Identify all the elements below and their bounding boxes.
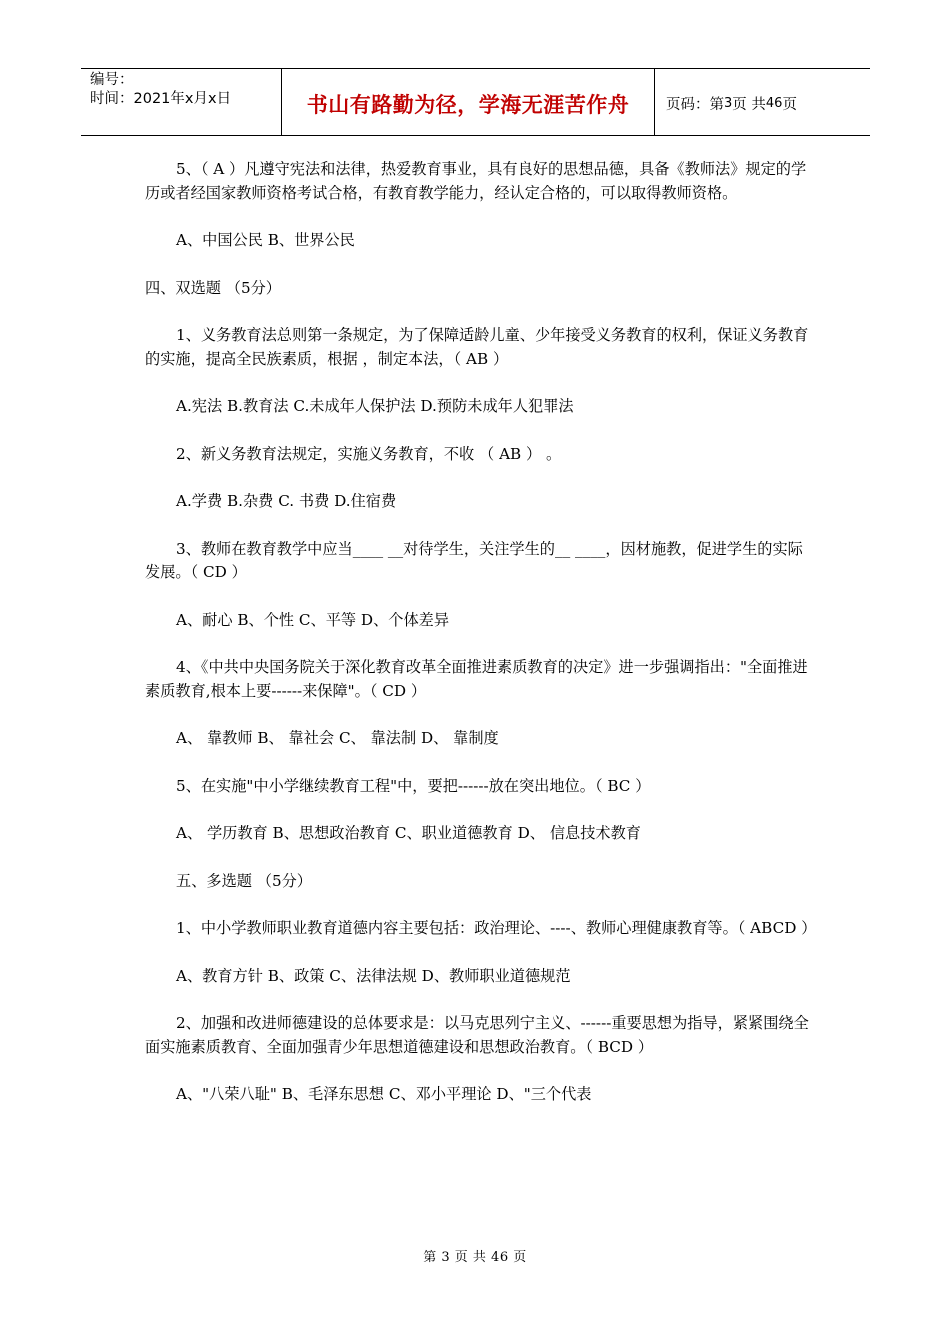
document-date: 时间：2021年x月x日: [90, 91, 232, 107]
question-paragraph: 5、在实施"中小学继续教育工程"中，要把------放在突出地位。（ BC ）: [176, 776, 651, 795]
question-paragraph: 4、《中共中央国务院关于深化教育改革全面推进素质教育的决定》进一步强调指出："全面推进素质教育,根本上要------来保障"。（ CD ）: [145, 658, 808, 700]
question-paragraph: 1、义务教育法总则第一条规定，为了保障适龄儿童、少年接受义务教育的权利，保证义务教育的实施，提高全民族素质，根据 ，制定本法，（ AB ）: [145, 326, 809, 368]
answer-options: A、教育方针 B、政策 C、法律法规 D、教师职业道德规范: [176, 966, 571, 985]
answer-options: A.宪法 B.教育法 C.未成年人保护法 D.预防未成年人犯罪法: [176, 397, 574, 415]
question-paragraph: 3、教师在教育教学中应当____ __对待学生，关注学生的__ ____，因材施教，促进学生的实际发展。（ CD ）: [145, 539, 803, 581]
answer-options: A、 靠教师 B、 靠社会 C、 靠法制 D、 靠制度: [176, 729, 499, 747]
answer-options: A、 学历教育 B、思想政治教育 C、职业道德教育 D、 信息技术教育: [176, 824, 641, 842]
document-code-label: 编号：: [90, 72, 134, 88]
section-heading: 四、双选题 （5分）: [145, 278, 281, 297]
section-heading: 五、多选题 （5分）: [176, 871, 312, 890]
page-total: 46: [765, 95, 783, 111]
page-suffix: 页: [782, 96, 797, 113]
page-header: [81, 68, 870, 136]
question-paragraph: 5、（ A ）凡遵守宪法和法律，热爱教育事业，具有良好的思想品德，具备《教师法》规定的学历或者经国家教师资格考试合格，有教育教学能力，经认定合格的，可以取得教师资格。: [145, 160, 807, 202]
header-motto: 书山有路勤为径，学海无涯苦作舟: [282, 69, 655, 135]
page-current: 3: [724, 95, 733, 111]
header-meta: [81, 69, 282, 135]
header-page-info: [655, 69, 870, 135]
answer-options: A.学费 B.杂费 C. 书费 D.住宿费: [176, 492, 397, 510]
question-paragraph: 2、加强和改进师德建设的总体要求是：以马克思列宁主义、------重要思想为指导，紧紧围绕全面实施素质教育、全面加强青少年思想道德建设和思想政治教育。（ BCD ）: [145, 1014, 809, 1056]
page-prefix: 页码：第: [666, 96, 724, 113]
document-body: [145, 158, 817, 1131]
question-paragraph: 2、新义务教育法规定，实施义务教育，不收 （ AB ） 。: [176, 444, 562, 463]
answer-options: A、"八荣八耻" B、毛泽东思想 C、邓小平理论 D、"三个代表: [176, 1085, 592, 1103]
answer-options: A、耐心 B、个性 C、平等 D、个体差异: [176, 610, 450, 629]
answer-options: A、中国公民 B、世界公民: [176, 231, 355, 249]
page-mid: 页 共: [732, 96, 766, 113]
question-paragraph: 1、中小学教师职业教育道德内容主要包括：政治理论、----、教师心理健康教育等。（ ABCD ）: [176, 919, 817, 937]
page-footer: 第 3 页 共 46 页: [423, 1250, 527, 1265]
